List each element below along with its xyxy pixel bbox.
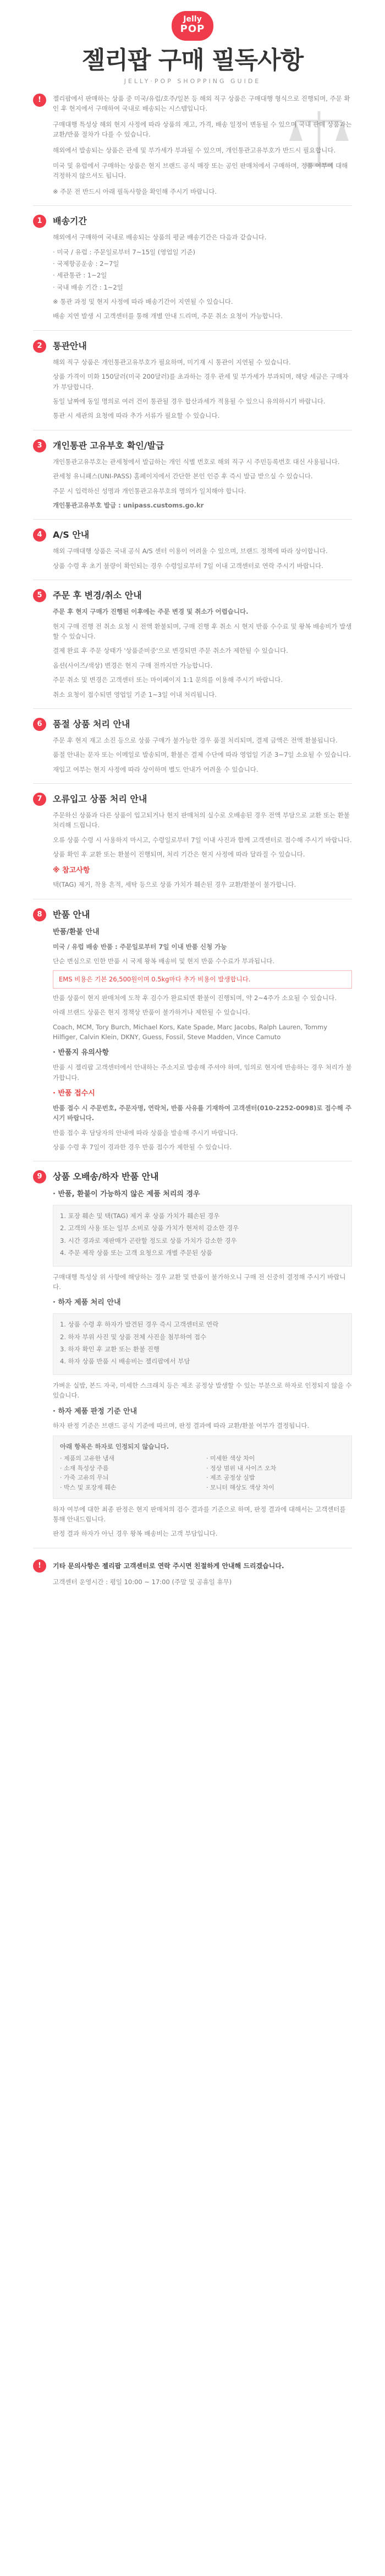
section-header (38, 1559, 352, 1573)
section-paragraph: 결제 완료 후 주문 상태가 '상품준비중'으로 변경되면 주문 취소가 제한될 수 있습니다. (53, 647, 288, 655)
list-item: · 세관통관 : 1~2일 (53, 270, 352, 280)
section-bold-line: 미국 / 유럽 배송 반품 : 주문일로부터 7일 이내 반품 신청 가능 (53, 942, 227, 951)
logo-bottom-text: POP (180, 23, 205, 35)
box-line: 4. 주문 제작 상품 또는 고객 요청으로 개별 주문된 상품 (60, 1249, 213, 1257)
intro-paragraph-3: 해외에서 발송되는 상품은 관세 및 부가세가 부과될 수 있으며, 개인통관고유부호가 반드시 필요합니다. (53, 146, 336, 154)
header (33, 0, 352, 94)
section-paragraph-red: 해외 직구 상품은 개인통관고유부호가 필요하며, 미기재 시 통관이 지연될 수 있습니다. (53, 358, 291, 366)
non-returnable-box (53, 1205, 352, 1267)
divider (33, 708, 352, 709)
section-title: 반품 안내 (53, 909, 90, 920)
box-line: 4. 하자 상품 반품 시 배송비는 젤리팝에서 부담 (60, 1357, 190, 1366)
subsection-title: · 반품 접수시 (53, 1089, 95, 1098)
delivery-list (53, 247, 352, 293)
section-paragraph: 택(TAG) 제거, 착용 흔적, 세탁 등으로 상품 가치가 훼손된 경우 교환/환불이 불가합니다. (53, 881, 296, 889)
section-return (33, 908, 352, 1152)
logo-top-text: Jelly (183, 15, 202, 24)
brand-list: Coach, MCM, Tory Burch, Michael Kors, Kate Spade, Marc Jacobs, Ralph Lauren, Tommy Hilfiger, Calvin Klein, DKNY, Guess, Fossil, Steve Madden, Vince Camuto (53, 1023, 328, 1041)
section-title: 품절 상품 처리 안내 (53, 718, 130, 729)
subsection-title: · 하자 제품 처리 안내 (53, 1298, 121, 1307)
section-paragraph: 하자 여부에 대한 최종 판정은 현지 판매처의 검수 결과를 기준으로 하며, 판정 결과에 대해서는 고객센터를 통해 안내드립니다. (53, 1505, 346, 1523)
divider (33, 519, 352, 520)
box-line: 2. 하자 부위 사진 및 상품 전체 사진을 첨부하여 접수 (60, 1333, 207, 1341)
criteria-item: · 정상 범위 내 사이즈 오차 (206, 1464, 345, 1473)
criteria-item: · 미세한 색상 차이 (206, 1454, 345, 1464)
section-paragraph: 주문 후 현지 재고 소진 등으로 상품 구매가 불가능한 경우 품절 처리되며, 결제 금액은 전액 환불됩니다. (53, 736, 338, 744)
intro-paragraph-1: 젤리팝에서 판매하는 상품 중 미국/유럽/호주/일본 등 해외 직구 상품은 구매대행 형식으로 진행되며, 주문 확인 후 현지에서 구매하여 국내로 배송되는 시스템입니다. (53, 95, 350, 113)
section-paragraph: 해외에서 구매하여 국내로 배송되는 상품의 평균 배송기간은 다음과 같습니다. (53, 233, 267, 242)
section-title: 통관안내 (53, 340, 87, 351)
section-paragraph: 통관 시 세관의 요청에 따라 추가 서류가 필요할 수 있습니다. (53, 412, 220, 420)
page-title: 젤리팝 구매 필독사항 (81, 46, 304, 74)
section-paragraph: 반품 상품이 현지 판매처에 도착 후 검수가 완료되면 환불이 진행되며, 약 2~4주가 소요될 수 있습니다. (53, 994, 337, 1002)
box-line: 1. 상품 수령 후 하자가 발견된 경우 즉시 고객센터로 연락 (60, 1320, 219, 1329)
section-paragraph-red: 판정 결과 하자가 아닌 경우 왕복 배송비는 고객 부담입니다. (53, 1530, 218, 1538)
subsection-title: 반품/환불 안내 (53, 927, 100, 936)
defect-criteria-box (53, 1436, 352, 1499)
section-paragraph: 취소 요청이 접수되면 영업일 기준 1~3일 이내 처리됩니다. (53, 690, 217, 698)
intro-section (33, 94, 352, 197)
subsection-title: ※ 참고사항 (53, 866, 90, 875)
box-line: 1. 포장 훼손 및 택(TAG) 제거 후 상품 가치가 훼손된 경우 (60, 1212, 220, 1220)
criteria-item: · 가죽 고유의 무늬 (60, 1473, 199, 1483)
section-number: 8 (33, 908, 46, 921)
criteria-item: · 제품의 고유한 냄새 (60, 1454, 199, 1464)
criteria-item: · 소재 특성상 주름 (60, 1464, 199, 1473)
section-header (37, 718, 352, 731)
subsection-title: · 반품지 유의사항 (53, 1049, 109, 1057)
section-delivery (33, 215, 352, 321)
section-number: 2 (33, 340, 46, 353)
section-paragraph: 주문하신 상품과 다른 상품이 입고되거나 현지 판매처의 실수로 오배송된 경우 전액 부담으로 교환 또는 환불 처리해 드립니다. (53, 811, 350, 829)
exclamation-icon: ! (33, 94, 46, 107)
footer-notice (33, 1559, 352, 1587)
section-header (37, 340, 352, 353)
section-header (37, 589, 352, 602)
section-number: 4 (33, 528, 46, 542)
box-line: 3. 하자 확인 후 교환 또는 환불 진행 (60, 1345, 160, 1353)
criteria-item: · 모니터 해상도 색상 차이 (206, 1483, 345, 1493)
divider (33, 205, 352, 206)
list-item: · 국제항공운송 : 2~7일 (53, 259, 352, 269)
section-paragraph: 아래 브랜드 상품은 현지 정책상 반품이 불가하거나 제한될 수 있습니다. (53, 1008, 250, 1017)
section-title: 주문 후 변경/취소 안내 (53, 590, 142, 601)
section-note: ※ 통관 과정 및 현지 사정에 따라 배송기간이 지연될 수 있습니다. (53, 298, 233, 306)
section-paragraph: 단순 변심으로 인한 반품 시 국제 왕복 배송비 및 현지 반품 수수료가 부과됩니다. (53, 957, 275, 965)
footer-line-1: 기타 문의사항은 젤리팝 고객센터로 연락 주시면 친절하게 안내해 드리겠습니다. (53, 1562, 284, 1570)
divider (33, 330, 352, 331)
section-title: 상품 오배송/하자 반품 안내 (53, 1171, 159, 1182)
section-header (37, 528, 352, 542)
section-customs (33, 340, 352, 421)
section-paragraph: 재입고 여부는 현지 사정에 따라 상이하며 별도 안내가 어려울 수 있습니다. (53, 765, 258, 773)
section-title: 오류입고 상품 처리 안내 (53, 794, 147, 805)
scale-icon (286, 105, 352, 171)
section-paragraph: 상품 수령 후 7일이 경과한 경우 반품 접수가 제한될 수 있습니다. (53, 1143, 232, 1151)
criteria-grid (60, 1454, 345, 1492)
return-contact-notice: 반품 접수 시 주문번호, 주문자명, 연락처, 반품 사유를 기재하여 고객센터(010-2252-0098)로 접수해 주시기 바랍니다. (53, 1104, 351, 1122)
section-title: 개인통관 고유부호 확인/발급 (53, 440, 164, 451)
section-defect (33, 1170, 352, 1538)
subsection-title: · 반품, 환불이 가능하지 않은 제품 처리의 경우 (53, 1190, 200, 1199)
section-paragraph: 개인통관고유부호는 관세청에서 발급하는 개인 식별 번호로 해외 직구 시 주민등록번호 대신 사용됩니다. (53, 457, 340, 466)
section-paragraph: 상품 가격이 미화 150달러(미국 200달러)를 초과하는 경우 관세 및 부가세가 부과되며, 해당 세금은 구매자가 부담합니다. (53, 373, 349, 391)
divider (33, 783, 352, 784)
section-as (33, 528, 352, 571)
section-number: 5 (33, 589, 46, 602)
list-item: · 미국 / 유럽 : 주문일로부터 7~15일 (영업일 기준) (53, 247, 352, 257)
section-paragraph-red: 옵션(사이즈/색상) 변경은 현지 구매 전까지만 가능합니다. (53, 661, 213, 669)
section-number: 3 (33, 439, 46, 452)
section-number: 6 (33, 718, 46, 731)
section-number: 7 (33, 793, 46, 806)
section-order-change (33, 589, 352, 700)
box-heading: 아래 항목은 하자로 인정되지 않습니다. (60, 1442, 169, 1450)
section-paragraph: 반품 접수 후 담당자의 안내에 따라 상품을 발송해 주시기 바랍니다. (53, 1128, 238, 1137)
intro-note: ※ 주문 전 반드시 아래 필독사항을 확인해 주시기 바랍니다. (53, 187, 217, 195)
section-wrong-item (33, 793, 352, 890)
subsection-title: · 하자 제품 판정 기준 안내 (53, 1407, 138, 1416)
box-line: 3. 시간 경과로 재판매가 곤란할 정도로 상품 가치가 감소한 경우 (60, 1236, 237, 1245)
section-paragraph: 현지 구매 진행 전 취소 요청 시 전액 환불되며, 구매 진행 후 취소 시 현지 반품 수수료 및 왕복 배송비가 발생할 수 있습니다. (53, 622, 352, 640)
section-paragraph-red: 오류 상품 수령 시 사용하지 마시고, 수령일로부터 7일 이내 사진과 함께 고객센터로 접수해 주시기 바랍니다. (53, 836, 352, 844)
section-header (37, 908, 352, 921)
section-header (37, 793, 352, 806)
section-number: 9 (33, 1170, 46, 1183)
section-paragraph: 주문 취소 및 변경은 고객센터 또는 마이페이지 1:1 문의를 이용해 주시기 바랍니다. (53, 676, 283, 684)
box-line: 2. 고객의 사용 또는 일부 소비로 상품 가치가 현저히 감소한 경우 (60, 1224, 239, 1232)
section-title: 배송기간 (53, 216, 87, 227)
section-title: A/S 안내 (53, 530, 90, 541)
criteria-item: · 제조 공정상 실밥 (206, 1473, 345, 1483)
section-customs-code (33, 439, 352, 511)
section-paragraph: 배송 지연 발생 시 고객센터를 통해 개별 안내 드리며, 주문 취소 요청이 가능합니다. (53, 312, 283, 320)
section-paragraph: 품절 안내는 문자 또는 이메일로 발송되며, 환불은 결제 수단에 따라 영업일 기준 3~7일 소요될 수 있습니다. (53, 751, 351, 759)
page-subtitle: JELLY·POP SHOPPING GUIDE (124, 77, 261, 85)
unipass-link[interactable]: 개인통관고유부호 발급 : unipass.customs.go.kr (53, 501, 204, 509)
section-paragraph: 구매대행 특성상 위 사항에 해당하는 경우 교환 및 반품이 불가하오니 구매 전 신중히 결정해 주시기 바랍니다. (53, 1273, 346, 1291)
section-paragraph: 가벼운 실밥, 본드 자국, 미세한 스크래치 등은 제조 공정상 발생할 수 있는 부분으로 하자로 인정되지 않을 수 있습니다. (53, 1381, 352, 1400)
section-bold-line: 주문 후 현지 구매가 진행된 이후에는 주문 변경 및 취소가 어렵습니다. (53, 608, 249, 616)
section-paragraph: 주문 시 입력하신 성명과 개인통관고유부호의 명의가 일치해야 합니다. (53, 487, 246, 495)
section-paragraph: 동일 날짜에 동일 명의로 여러 건이 통관될 경우 합산과세가 적용될 수 있으니 유의하시기 바랍니다. (53, 397, 326, 406)
exclamation-icon: ! (33, 1559, 46, 1573)
section-soldout (33, 718, 352, 774)
jellypop-logo (172, 11, 213, 41)
section-paragraph: 하자 판정 기준은 브랜드 공식 기준에 따르며, 판정 결과에 따라 교환/환불 여부가 결정됩니다. (53, 1422, 310, 1430)
section-header (37, 439, 352, 452)
section-paragraph: 해외 구매대행 상품은 국내 공식 A/S 센터 이용이 어려울 수 있으며, 브랜드 정책에 따라 상이합니다. (53, 547, 328, 555)
section-paragraph-red: 관세청 유니패스(UNI-PASS) 홈페이지에서 간단한 본인 인증 후 즉시 발급 받으실 수 있습니다. (53, 472, 313, 481)
criteria-item: · 박스 및 포장재 훼손 (60, 1483, 199, 1493)
section-number: 1 (33, 215, 46, 228)
section-paragraph: 상품 확인 후 교환 또는 환불이 진행되며, 처리 기간은 현지 사정에 따라 달라질 수 있습니다. (53, 850, 305, 859)
footer-line-2: 고객센터 운영시간 : 평일 10:00 ~ 17:00 (주말 및 공휴일 휴무) (53, 1578, 232, 1586)
intro-paragraph-4: 미국 및 유럽에서 구매하는 상품은 현지 브랜드 공식 매장 또는 공인 판매처에서 구매하며, 정품 여부에 대해 걱정하지 않으셔도 됩니다. (53, 161, 348, 180)
ems-cost-notice: EMS 비용은 기본 26,500원이며 0.5kg마다 추가 비용이 발생합니다. (53, 970, 352, 988)
section-header (37, 215, 352, 228)
section-paragraph: 상품 수령 후 초기 불량이 확인되는 경우 수령일로부터 7일 이내 고객센터로 연락 주시기 바랍니다. (53, 561, 323, 570)
defect-process-box (53, 1313, 352, 1375)
section-header (37, 1170, 352, 1183)
intro-paragraph-2: 구매대행 특성상 해외 현지 사정에 따라 상품의 재고, 가격, 배송 일정이 변동될 수 있으며 국내 판매 상품과는 교환/반품 절차가 다를 수 있습니다. (53, 120, 352, 139)
section-paragraph: 반품 시 젤리팝 고객센터에서 안내하는 주소지로 발송해 주셔야 하며, 임의로 현지에 반송하는 경우 처리가 불가합니다. (53, 1063, 352, 1082)
list-item: · 국내 배송 기간 : 1~2일 (53, 282, 352, 292)
